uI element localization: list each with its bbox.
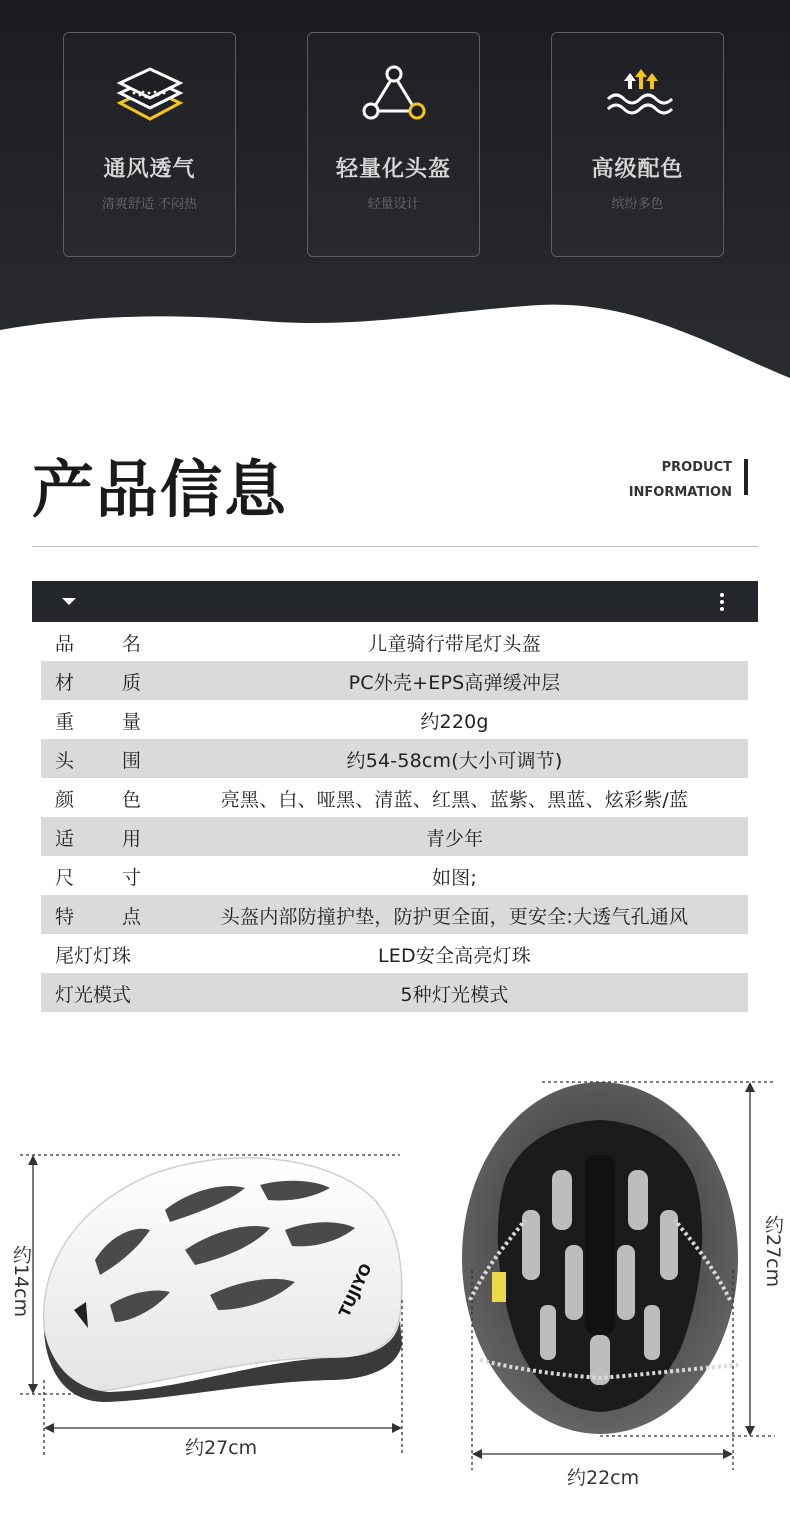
spec-label: 灯光模式: [55, 984, 132, 1006]
feature-card-ventilation: [63, 32, 236, 257]
spec-value: 如图;: [431, 867, 477, 889]
spec-label: 颜 色: [55, 789, 141, 811]
feature-title: 通风透气: [103, 157, 196, 182]
spec-value: 约54-58cm(大小可调节): [346, 750, 563, 772]
feature-subtitle: 缤纷多色: [611, 197, 664, 212]
spec-value: 约220g: [420, 711, 489, 733]
side-height-label: 约14cm: [10, 1245, 32, 1318]
section-accent-bar: [744, 459, 748, 495]
section-divider: [32, 546, 758, 547]
spec-row: [41, 856, 748, 895]
spec-value: PC外壳+EPS高弹缓冲层: [348, 672, 561, 694]
spec-value: 头盔内部防撞护垫，防护更全面，更安全:大透气孔通风: [220, 906, 689, 928]
top-length-label: 约27cm: [762, 1215, 784, 1288]
feature-title: 高级配色: [591, 157, 684, 182]
spec-label: 尺 寸: [55, 867, 141, 889]
spec-row: [41, 700, 748, 739]
helmet-side-view: [44, 1158, 402, 1402]
side-length-label: 约27cm: [185, 1437, 258, 1459]
spec-label: 适 用: [55, 828, 141, 850]
spec-row: [41, 934, 748, 973]
spec-value: 儿童骑行带尾灯头盔: [368, 633, 541, 655]
spec-value: 5种灯光模式: [400, 984, 509, 1006]
dimension-diagrams: [0, 1060, 790, 1529]
spec-row: [41, 817, 748, 856]
feature-card-lightweight: [307, 32, 480, 257]
helmet-dimension-illustration: [0, 1060, 790, 1529]
spec-value: 亮黑、白、哑黑、清蓝、红黑、蓝紫、黑蓝、炫彩紫/蓝: [220, 789, 689, 811]
section-title: 产品信息: [32, 453, 289, 526]
spec-row: [41, 973, 748, 1012]
spec-row: [41, 622, 748, 661]
spec-row: [41, 739, 748, 778]
spec-label: 重 量: [55, 711, 141, 733]
spec-label: 特 点: [55, 906, 141, 928]
spec-label: 尾灯灯珠: [55, 945, 132, 967]
feature-subtitle: 轻量设计: [367, 197, 420, 212]
spec-row: [41, 895, 748, 934]
section-en-line2: INFORMATION: [628, 485, 732, 500]
waves-arrows-icon: [602, 61, 674, 125]
feature-banner: [0, 0, 790, 380]
spec-value: LED安全高亮灯珠: [377, 945, 532, 967]
helmet-brand-text: TUJIYO: [335, 1260, 376, 1320]
triangle-nodes-icon: [358, 61, 430, 125]
more-options-icon[interactable]: [720, 593, 724, 611]
spec-table-header: [32, 581, 758, 622]
layers-icon: [114, 61, 186, 125]
feature-subtitle: 清爽舒适 不闷热: [101, 197, 198, 212]
helmet-top-view: [462, 1082, 738, 1434]
spec-table: [41, 622, 748, 1012]
feature-card-colors: [551, 32, 724, 257]
collapse-caret-icon[interactable]: [62, 598, 76, 605]
spec-label: 头 围: [55, 750, 141, 772]
spec-value: 青少年: [425, 828, 484, 850]
spec-row: [41, 778, 748, 817]
section-title-english: [629, 455, 732, 505]
spec-label: 品 名: [55, 633, 141, 655]
section-en-line1: PRODUCT: [661, 460, 732, 475]
feature-title: 轻量化头盔: [335, 157, 451, 182]
spec-label: 材 质: [55, 672, 141, 694]
top-width-label: 约22cm: [567, 1467, 640, 1489]
spec-row: [41, 661, 748, 700]
